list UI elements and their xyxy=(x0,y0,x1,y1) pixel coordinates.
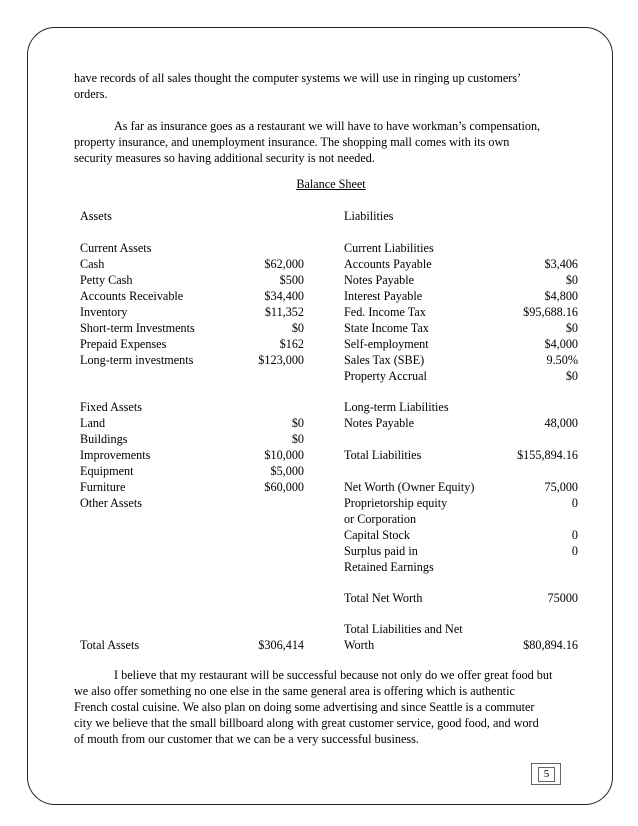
current-assets-heading: Current Assets xyxy=(80,241,152,255)
page-number-box xyxy=(531,763,561,785)
insurance-line: security measures so having additional security is not needed. xyxy=(74,151,375,165)
asset-label: Petty Cash xyxy=(80,273,133,287)
total-liab-net-value: $80,894.16 xyxy=(523,638,578,652)
asset-label: Accounts Receivable xyxy=(80,289,184,303)
asset-value: $34,400 xyxy=(264,289,304,303)
surplus-label: Surplus paid in xyxy=(344,544,418,558)
total-liabilities-label: Total Liabilities xyxy=(344,448,422,462)
closing-line: we also offer something no one else in the same general area is offering which is authentic xyxy=(74,684,515,698)
asset-label: Short-term Investments xyxy=(80,321,195,335)
fixed-asset-value: $10,000 xyxy=(264,448,304,462)
liability-value: 9.50% xyxy=(546,353,578,367)
insurance-paragraph xyxy=(74,118,582,166)
page-number: 5 xyxy=(538,767,555,782)
asset-label: Cash xyxy=(80,257,105,271)
or-corporation-label: or Corporation xyxy=(344,512,417,526)
liability-label: Sales Tax (SBE) xyxy=(344,353,425,367)
net-worth-label: Net Worth (Owner Equity) xyxy=(344,480,475,494)
total-net-worth-value: 75000 xyxy=(547,591,578,605)
total-assets-value: $306,414 xyxy=(258,638,304,652)
liability-value: $3,406 xyxy=(544,257,578,271)
liability-label: Accounts Payable xyxy=(344,257,432,271)
asset-label: Long-term investments xyxy=(80,353,194,367)
intro-line: have records of all sales thought the computer systems we will use in ringing up customers’ xyxy=(74,71,522,85)
liability-label: State Income Tax xyxy=(344,321,429,335)
liability-value: $0 xyxy=(565,273,578,287)
fixed-asset-label: Buildings xyxy=(80,432,128,446)
liabilities-heading: Liabilities xyxy=(344,209,394,223)
closing-line: French costal cuisine. We also plan on doing some advertising and since Seattle is a commuter xyxy=(74,700,535,714)
insurance-line: property insurance, and unemployment insurance. The shopping mall comes with its own xyxy=(74,135,510,149)
liability-label: Fed. Income Tax xyxy=(344,305,426,319)
balance-sheet xyxy=(74,200,582,660)
closing-line: of mouth from our customer that we can be a very successful business. xyxy=(74,732,419,746)
liability-label: Self-employment xyxy=(344,337,429,351)
total-assets-label: Total Assets xyxy=(80,638,140,652)
asset-value: $123,000 xyxy=(258,353,304,367)
current-liabilities-heading: Current Liabilities xyxy=(344,241,434,255)
total-liab-net-label-line1: Total Liabilities and Net xyxy=(344,622,463,636)
fixed-asset-label: Equipment xyxy=(80,464,134,478)
asset-label: Prepaid Expenses xyxy=(80,337,167,351)
fixed-asset-label: Other Assets xyxy=(80,496,142,510)
fixed-asset-label: Improvements xyxy=(80,448,151,462)
fixed-asset-label: Furniture xyxy=(80,480,126,494)
net-worth-value: 75,000 xyxy=(544,480,578,494)
balance-sheet-title: Balance Sheet xyxy=(296,177,366,191)
total-liab-net-label-line2: Worth xyxy=(344,638,375,652)
long-term-notes-label: Notes Payable xyxy=(344,416,415,430)
fixed-assets-heading: Fixed Assets xyxy=(80,400,142,414)
insurance-line: As far as insurance goes as a restaurant we will have to have workman’s compensation, xyxy=(114,119,541,133)
fixed-asset-value: $0 xyxy=(291,416,304,430)
liability-value: $4,000 xyxy=(544,337,578,351)
liability-label: Property Accrual xyxy=(344,369,427,383)
long-term-liabilities-heading: Long-term Liabilities xyxy=(344,400,449,414)
fixed-asset-value: $60,000 xyxy=(264,480,304,494)
fixed-asset-value: $5,000 xyxy=(270,464,304,478)
liability-value: $95,688.16 xyxy=(523,305,578,319)
total-liabilities-value: $155,894.16 xyxy=(517,448,578,462)
liability-value: $0 xyxy=(565,321,578,335)
closing-line: city we believe that the small billboard along with great customer service, good food, and word xyxy=(74,716,539,730)
capital-stock-label: Capital Stock xyxy=(344,528,411,542)
liability-value: $4,800 xyxy=(544,289,578,303)
liability-value: $0 xyxy=(565,369,578,383)
page-content xyxy=(74,70,582,660)
long-term-notes-value: 48,000 xyxy=(544,416,578,430)
surplus-value: 0 xyxy=(571,544,578,558)
asset-value: $62,000 xyxy=(264,257,304,271)
asset-label: Inventory xyxy=(80,305,128,319)
asset-value: $500 xyxy=(279,273,304,287)
retained-earnings-label: Retained Earnings xyxy=(344,560,434,574)
fixed-asset-label: Land xyxy=(80,416,106,430)
proprietorship-label: Proprietorship equity xyxy=(344,496,448,510)
total-net-worth-label: Total Net Worth xyxy=(344,591,423,605)
closing-line: I believe that my restaurant will be successful because not only do we offer great food but xyxy=(114,668,553,682)
asset-value: $162 xyxy=(279,337,304,351)
assets-heading: Assets xyxy=(80,209,112,223)
proprietorship-value: 0 xyxy=(571,496,578,510)
closing-paragraph xyxy=(74,667,582,747)
intro-paragraph xyxy=(74,70,582,102)
fixed-asset-value: $0 xyxy=(291,432,304,446)
asset-value: $0 xyxy=(291,321,304,335)
intro-line: orders. xyxy=(74,87,108,101)
liability-label: Notes Payable xyxy=(344,273,415,287)
capital-stock-value: 0 xyxy=(571,528,578,542)
asset-value: $11,352 xyxy=(264,305,304,319)
liability-label: Interest Payable xyxy=(344,289,423,303)
